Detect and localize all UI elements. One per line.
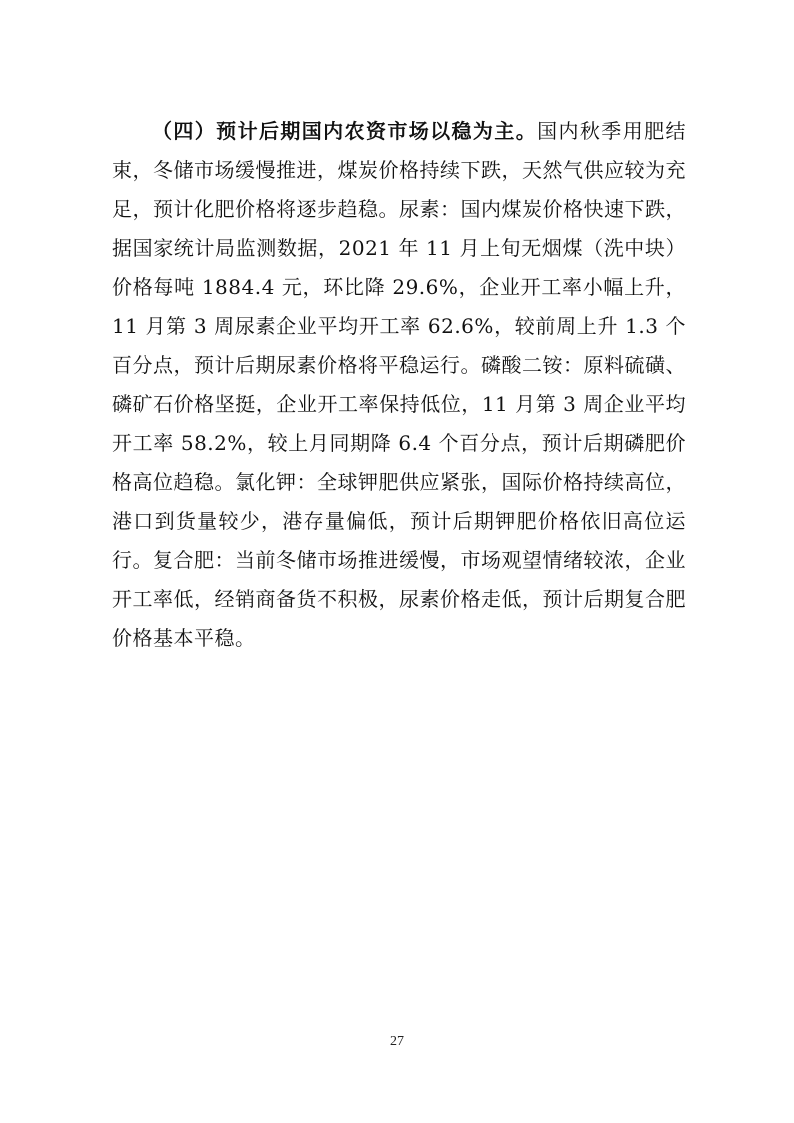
document-body bbox=[112, 112, 686, 658]
paragraph bbox=[112, 112, 686, 658]
paragraph-text: 国内秋季用肥结束，冬储市场缓慢推进，煤炭价格持续下跌，天然气供应较为充足，预计化肥价格将逐步趋稳。尿素：国内煤炭价格快速下跌，据国家统计局监测数据，2021 年 11 月上旬无烟煤（洗中块）价格每吨 1884.4 元，环比降 29.6%，企业开工率小幅上升，11 月第 3 周尿素企业平均开工率 62.6%，较前周上升 1.3 个百分点，预计后期尿素价格将平稳运行。磷酸二铵：原料硫磺、磷矿石价格坚挺，企业开工率保持低位，11 月第 3 周企业平均开工率 58.2%，较上月同期降 6.4 个百分点，预计后期磷肥价格高位趋稳。氯化钾：全球钾肥供应紧张，国际价格持续高位，港口到货量较少，港存量偏低，预计后期钾肥价格依旧高位运行。复合肥：当前冬储市场推进缓慢，市场观望情绪较浓，企业开工率低，经销商备货不积极，尿素价格走低，预计后期复合肥价格基本平稳。 bbox=[112, 119, 686, 650]
section-heading: （四）预计后期国内农资市场以稳为主。 bbox=[152, 119, 538, 143]
page-number: 27 bbox=[390, 1034, 404, 1049]
